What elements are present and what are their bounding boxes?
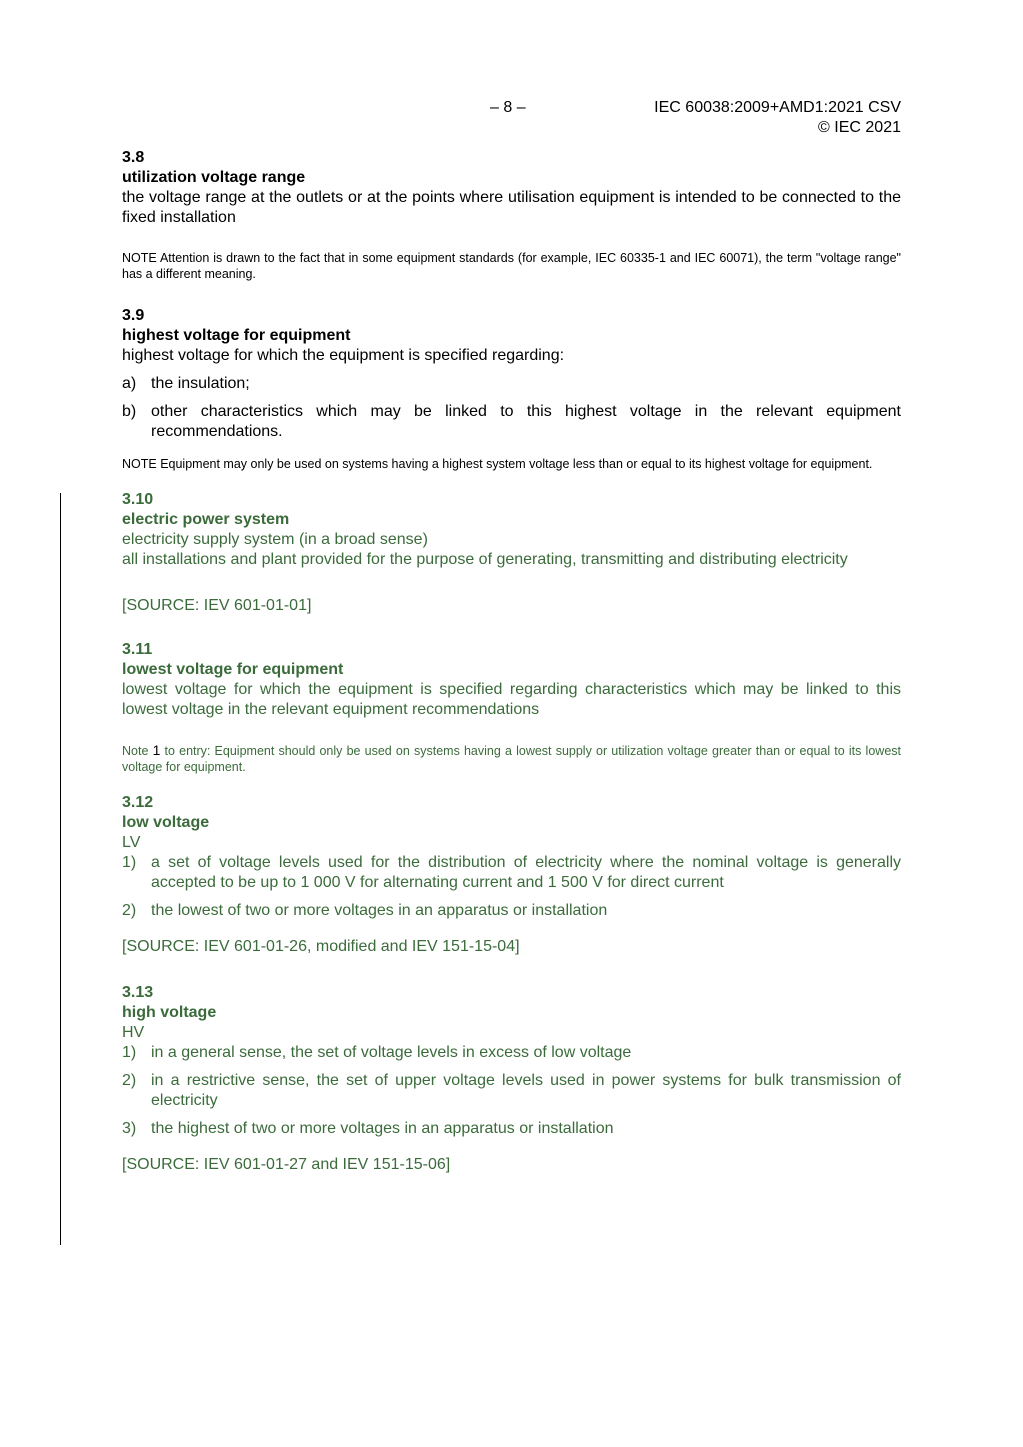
note-prefix: Note bbox=[122, 744, 153, 758]
list-text: the highest of two or more voltages in an apparatus or installation bbox=[151, 1120, 614, 1137]
term-note bbox=[122, 742, 901, 775]
term-list bbox=[122, 853, 901, 921]
term-3-9 bbox=[122, 306, 901, 472]
term-synonym: electricity supply system (in a broad sense) bbox=[122, 531, 428, 548]
term-number: 3.12 bbox=[122, 794, 154, 811]
term-list bbox=[122, 374, 901, 442]
list-marker: 1) bbox=[122, 854, 137, 871]
list-item bbox=[122, 1071, 901, 1111]
note-text: to entry: Equipment should only be used on systems having a lowest supply or utilization voltage greater than or equal to its lowest voltage for equipment. bbox=[122, 744, 901, 774]
list-item bbox=[122, 901, 901, 921]
term-list bbox=[122, 1043, 901, 1139]
term-name: low voltage bbox=[122, 814, 210, 831]
term-definition: the voltage range at the outlets or at the points where utilisation equipment is intended to be connected to the fixed installation bbox=[122, 189, 901, 226]
term-name: highest voltage for equipment bbox=[122, 327, 351, 344]
term-number: 3.13 bbox=[122, 984, 154, 1001]
note-number: 1 bbox=[152, 742, 161, 758]
page-number: – 8 – bbox=[490, 99, 526, 116]
term-note: NOTE Attention is drawn to the fact that in some equipment standards (for example, IEC 60335-1 and IEC 60071), the term "voltage range" has a different meaning. bbox=[122, 251, 901, 281]
list-text: a set of voltage levels used for the distribution of electricity where the nominal voltage is generally accepted to be up to 1 000 V for alternating current and 1 500 V for direct current bbox=[151, 854, 901, 891]
list-text: the insulation; bbox=[151, 375, 250, 392]
document-body bbox=[122, 148, 901, 1175]
list-marker: 1) bbox=[122, 1044, 137, 1061]
list-marker: b) bbox=[122, 403, 137, 420]
change-bar bbox=[60, 493, 61, 1245]
list-marker: 2) bbox=[122, 902, 137, 919]
term-name: lowest voltage for equipment bbox=[122, 661, 344, 678]
term-abbreviation: HV bbox=[122, 1024, 145, 1041]
list-marker: 2) bbox=[122, 1072, 137, 1089]
term-3-13 bbox=[122, 983, 901, 1175]
term-number: 3.8 bbox=[122, 149, 145, 166]
list-item bbox=[122, 853, 901, 893]
list-item bbox=[122, 402, 901, 442]
term-source: [SOURCE: IEV 601-01-26, modified and IEV 151-15-04] bbox=[122, 938, 520, 955]
list-text: in a general sense, the set of voltage levels in excess of low voltage bbox=[151, 1044, 632, 1061]
term-name: electric power system bbox=[122, 511, 290, 528]
term-source: [SOURCE: IEV 601-01-01] bbox=[122, 597, 312, 614]
term-number: 3.10 bbox=[122, 491, 154, 508]
list-item bbox=[122, 1119, 901, 1139]
term-number: 3.9 bbox=[122, 307, 145, 324]
term-abbreviation: LV bbox=[122, 834, 141, 851]
copyright: © IEC 2021 bbox=[818, 119, 901, 136]
term-3-12 bbox=[122, 793, 901, 957]
document-id: IEC 60038:2009+AMD1:2021 CSV bbox=[654, 99, 901, 116]
term-name: utilization voltage range bbox=[122, 169, 306, 186]
list-marker: 3) bbox=[122, 1120, 137, 1137]
term-number: 3.11 bbox=[122, 641, 153, 658]
list-item bbox=[122, 374, 901, 394]
term-definition: all installations and plant provided for the purpose of generating, transmitting and distributing electricity bbox=[122, 551, 848, 568]
term-name: high voltage bbox=[122, 1004, 217, 1021]
term-3-10 bbox=[122, 490, 901, 616]
term-3-8 bbox=[122, 148, 901, 282]
list-text: in a restrictive sense, the set of upper voltage levels used in power systems for bulk transmission of electricity bbox=[151, 1072, 901, 1109]
term-note: NOTE Equipment may only be used on systems having a highest system voltage less than or equal to its highest voltage for equipment. bbox=[122, 457, 873, 471]
list-text: the lowest of two or more voltages in an apparatus or installation bbox=[151, 902, 608, 919]
term-definition: lowest voltage for which the equipment is specified regarding characteristics which may be linked to this lowest voltage in the relevant equipment recommendations bbox=[122, 681, 901, 718]
list-text: other characteristics which may be linked to this highest voltage in the relevant equipment recommendations. bbox=[151, 403, 901, 440]
page-header bbox=[122, 98, 901, 140]
term-3-11 bbox=[122, 640, 901, 775]
list-marker: a) bbox=[122, 375, 137, 392]
list-item bbox=[122, 1043, 901, 1063]
term-definition: highest voltage for which the equipment is specified regarding: bbox=[122, 347, 565, 364]
term-source: [SOURCE: IEV 601-01-27 and IEV 151-15-06] bbox=[122, 1156, 451, 1173]
